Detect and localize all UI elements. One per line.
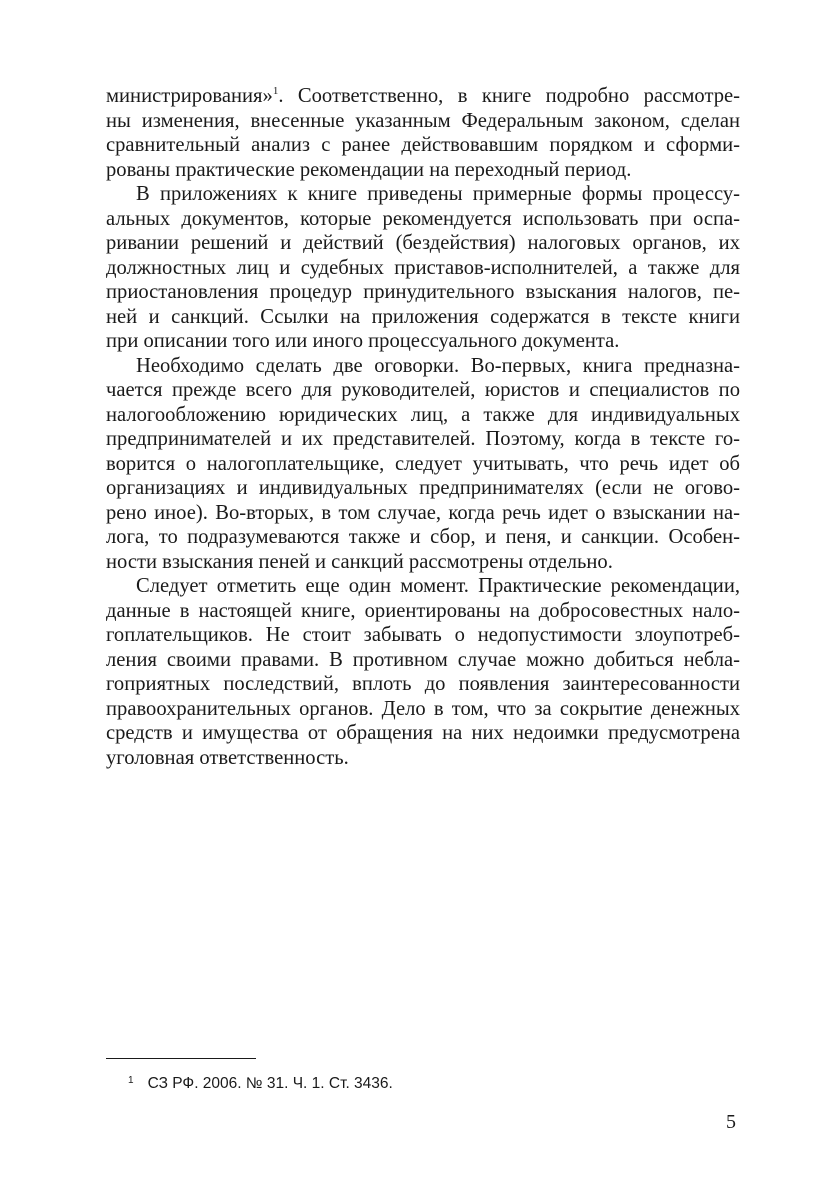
text-line: гоплательщиков. Не стоит забывать о недопустимости злоупотреб- xyxy=(106,624,740,646)
footnote-number: 1 xyxy=(128,1075,134,1086)
text-line: ны изменения, внесенные указанным Федеральным законом, сделан xyxy=(106,109,740,132)
text-line: данные в настоящей книге, ориентированы на добросовестных нало- xyxy=(106,599,740,622)
text-line: приостановления процедур принудительного взыскания налогов, пе- xyxy=(106,281,740,303)
text-line xyxy=(106,84,740,109)
footnote-reference: 1 xyxy=(272,85,279,97)
text-line: ворится о налогоплательщике, следует учитывать, что речь идет об xyxy=(106,452,740,475)
text-line: альных документов, которые рекомендуется использовать при оспа- xyxy=(106,207,740,230)
text-line: уголовная ответственность. xyxy=(106,746,349,769)
text-line: средств и имущества от обращения на них недоимки предусмотрена xyxy=(106,722,740,744)
text-line: ней и санкций. Ссылки на приложения содержатся в тексте книги xyxy=(106,305,740,328)
body-text xyxy=(106,84,740,770)
paragraph-4 xyxy=(106,574,740,770)
paragraph-3 xyxy=(106,354,740,575)
paragraph-1 xyxy=(106,84,740,182)
footnote-text: СЗ РФ. 2006. № 31. Ч. 1. Ст. 3436. xyxy=(147,1075,393,1092)
text-fragment: министрирования» xyxy=(106,85,273,107)
text-line: правоохранительных органов. Дело в том, что за сокрытие денежных xyxy=(106,697,740,720)
text-line: рено иное). Во-вторых, в том случае, когда речь идет о взыскании на- xyxy=(106,501,740,524)
text-line: налогообложению юридических лиц, а также для индивидуальных xyxy=(106,403,740,426)
text-line: рованы практические рекомендации на переходный период. xyxy=(106,158,632,181)
footnote xyxy=(128,1071,393,1094)
text-line: Необходимо сделать две оговорки. Во-первых, книга предназна- xyxy=(136,354,740,377)
text-line: чается прежде всего для руководителей, юристов и специалистов по xyxy=(106,379,740,401)
text-fragment: . Соответственно, в книге подробно рассмотре- xyxy=(278,85,740,107)
text-line: Следует отметить еще один момент. Практические рекомендации, xyxy=(136,575,740,597)
text-line: должностных лиц и судебных приставов-исполнителей, а также для xyxy=(106,256,740,279)
page-number: 5 xyxy=(726,1111,736,1133)
text-line: предпринимателей и их представителей. Поэтому, когда в тексте го- xyxy=(106,428,740,450)
text-line: В приложениях к книге приведены примерные формы процессу- xyxy=(136,183,740,205)
text-line: сравнительный анализ с ранее действовавшим порядком и сформи- xyxy=(106,134,740,156)
text-line: организациях и индивидуальных предпринимателях (если не огово- xyxy=(106,477,740,499)
text-line: лога, то подразумеваются также и сбор, и пеня, и санкции. Особен- xyxy=(106,526,740,548)
text-line: ления своими правами. В противном случае можно добиться небла- xyxy=(106,648,740,671)
paragraph-2 xyxy=(106,182,740,354)
text-line: гоприятных последствий, вплоть до появления заинтересованности xyxy=(106,673,740,695)
text-line: ности взыскания пеней и санкций рассмотрены отдельно. xyxy=(106,550,613,573)
text-line: при описании того или иного процессуального документа. xyxy=(106,330,620,352)
text-line: ривании решений и действий (бездействия) налоговых органов, их xyxy=(106,232,740,254)
footnote-separator xyxy=(106,1058,256,1059)
